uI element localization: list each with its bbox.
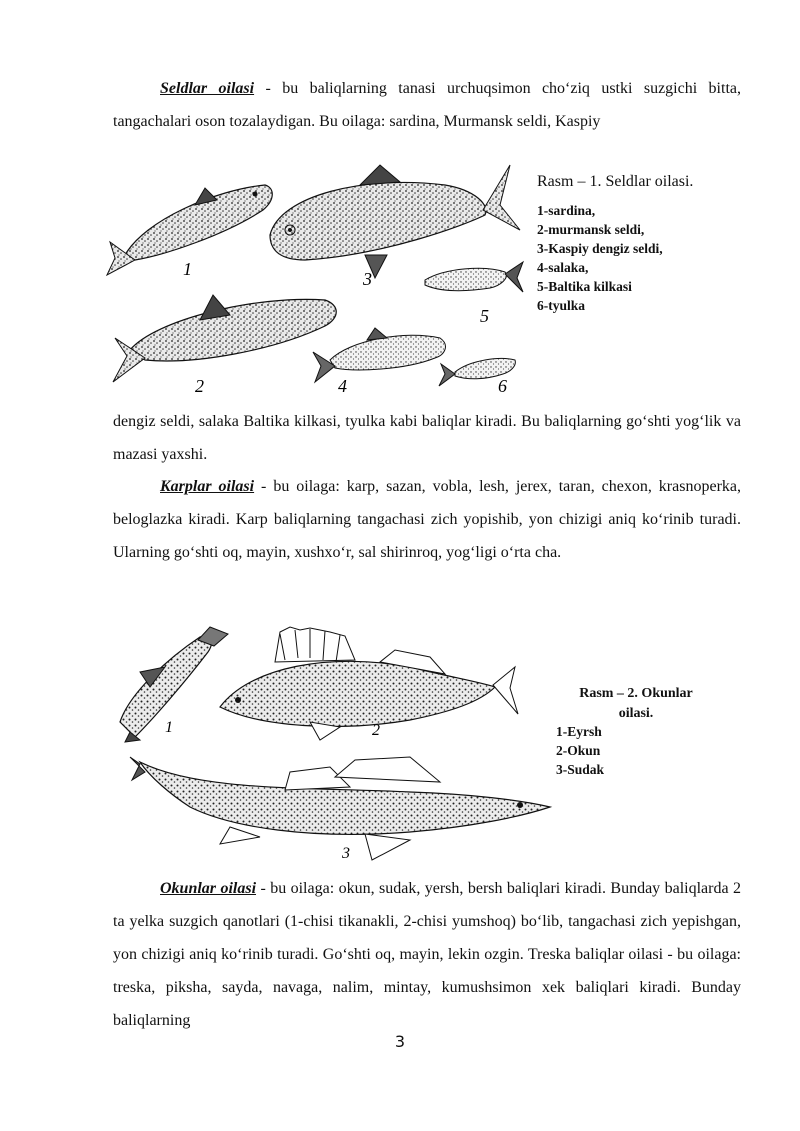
- paragraph-seldlar-continued: [113, 405, 741, 471]
- paragraph-karplar: [113, 470, 741, 569]
- figure2-legend: [556, 722, 604, 779]
- fish-number-2: 2: [195, 376, 204, 396]
- fish-number-1: 1: [183, 259, 192, 279]
- legend-item: 5-Baltika kilkasi: [537, 279, 632, 294]
- legend-item: 1-Eyrsh: [556, 724, 602, 739]
- figure1-caption-title: Rasm – 1. Seldlar oilasi.: [537, 173, 694, 190]
- paragraph-okunlar: [113, 872, 741, 1037]
- fish-sudak: [130, 757, 550, 860]
- term-seldlar-oilasi: Seldlar oilasi: [160, 80, 255, 97]
- legend-item: 1-sardina,: [537, 203, 596, 218]
- fish-number-1: 1: [165, 719, 173, 736]
- paragraph-text: dengiz seldi, salaka Baltika kilkasi, tyulka kabi baliqlar kiradi. Bu baliqlarning go‘shti yog‘lik va mazasi yaxshi.: [113, 413, 741, 463]
- fish-number-3: 3: [342, 845, 350, 862]
- legend-item: 2-Okun: [556, 743, 601, 758]
- fish-okun: [220, 627, 518, 740]
- legend-item: 3-Sudak: [556, 762, 605, 777]
- fish-salaka: [313, 328, 445, 382]
- paragraph-seldlar-intro: [113, 72, 741, 138]
- figure-seldlar-illustration: [105, 160, 530, 400]
- fish-number-5: 5: [480, 306, 489, 326]
- fish-number-4: 4: [338, 376, 347, 396]
- fish-kaspiy-seldi: [270, 165, 520, 278]
- page-number: 3: [394, 1032, 406, 1051]
- figure-okunlar-illustration: [110, 622, 555, 867]
- legend-item: 4-salaka,: [537, 260, 589, 275]
- fish-number-6: 6: [498, 376, 507, 396]
- figure2-caption-title: Rasm – 2. Okunlar oilasi.: [579, 686, 693, 721]
- term-karplar-oilasi: Karplar oilasi: [160, 478, 255, 495]
- fish-number-3: 3: [363, 269, 372, 289]
- term-okunlar-oilasi: Okunlar oilasi: [160, 880, 257, 897]
- legend-item: 6-tyulka: [537, 298, 586, 313]
- fish-eyrsh: [120, 627, 228, 742]
- fish-number-2: 2: [372, 722, 380, 739]
- paragraph-text: - bu oilaga: okun, sudak, yersh, bersh baliqlari kiradi. Bunday baliqlarda 2 ta yelka suzgich qanotlari (1-chisi tikanakli, 2-chisi yumshoq) bo‘lib, tangachasi zich yepishgan, yon chizigi aniq ko‘rinib turadi. Go‘shti oq, mayin, lekin ozgin. Treska baliqlar oilasi - bu oilaga: treska, piksha, sayda, navaga, nalim, mintay, kumushsimon xek baliqlari kiradi. Bunday baliqlarning: [113, 880, 741, 1029]
- legend-item: 3-Kaspiy dengiz seldi,: [537, 241, 663, 256]
- legend-item: 2-murmansk seldi,: [537, 222, 645, 237]
- fish-murmansk-seldi: [113, 295, 336, 382]
- paragraph-text: - bu oilaga: karp, sazan, vobla, lesh, jerex, taran, chexon, krasnoperka, beloglazka kiradi. Karp baliqlarning tangachasi zich yopishib, yon chizigi aniq ko‘rinib turadi. Ularning go‘shti oq, mayin, xushxo‘r, sal shirinroq, yog‘ligi o‘rta cha.: [113, 478, 741, 561]
- figure1-legend: [537, 201, 663, 315]
- paragraph-text: - bu baliqlarning tanasi urchuqsimon cho‘ziq ustki suzgichi bitta, tangachalari oson tozalaydigan. Bu oilaga: sardina, Murmansk seldi, Kaspiy: [113, 80, 741, 130]
- fish-baltika-kilkasi: [425, 262, 523, 292]
